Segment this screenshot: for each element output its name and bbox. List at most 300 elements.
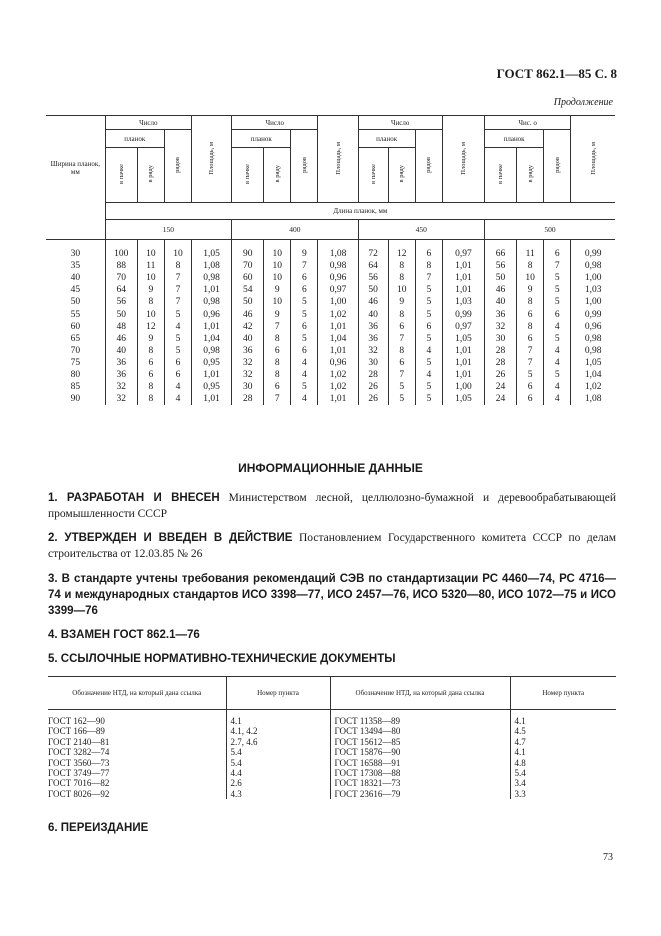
continuation-label: Продолжение	[553, 97, 613, 108]
value-cell: 56	[485, 260, 517, 272]
value-cell: 56	[358, 272, 388, 284]
value-cell: 4	[291, 357, 318, 369]
value-cell: 5	[291, 308, 318, 320]
value-cell: 50	[105, 308, 137, 320]
value-cell: 50	[358, 284, 388, 296]
ref-item-cell: 4.3	[226, 789, 330, 799]
value-cell: 46	[105, 333, 137, 345]
info-item-1: 1. РАЗРАБОТАН И ВНЕСЕН Министерством лесной, целлюлозно-бумажной и деревообрабатывающей промышленности СССР	[48, 492, 616, 520]
row-subheader: в ряду	[264, 148, 291, 203]
value-cell: 5	[415, 333, 442, 345]
pack-subheader: в пачке	[358, 148, 388, 203]
value-cell: 36	[485, 308, 517, 320]
table-row	[46, 260, 615, 272]
value-cell: 1,03	[571, 284, 615, 296]
value-cell: 4	[415, 369, 442, 381]
ref-doc-cell: ГОСТ 8026—92	[48, 788, 110, 799]
row-subheader: в ряду	[388, 148, 415, 203]
value-cell: 1,04	[192, 333, 232, 345]
value-cell: 6	[291, 345, 318, 357]
ref-item-header: Номер пункта	[226, 677, 330, 710]
value-cell: 1,01	[192, 369, 232, 381]
value-cell: 7	[415, 272, 442, 284]
value-cell: 6	[388, 321, 415, 333]
value-cell: 36	[358, 321, 388, 333]
value-cell: 1,08	[318, 240, 358, 261]
value-cell: 1,01	[442, 357, 484, 369]
table-row	[48, 726, 616, 736]
value-cell: 6	[415, 321, 442, 333]
value-cell: 6	[291, 272, 318, 284]
area-header-150: Площадь, м	[192, 116, 232, 203]
value-cell: 8	[388, 308, 415, 320]
value-cell: 7	[517, 357, 544, 369]
value-cell: 0,98	[192, 296, 232, 308]
value-cell: 1,00	[318, 296, 358, 308]
value-cell: 7	[544, 260, 571, 272]
value-cell: 54	[232, 284, 264, 296]
ref-item-cell: 3.3	[510, 789, 616, 799]
table-row	[46, 240, 615, 261]
value-cell: 1,05	[192, 240, 232, 261]
value-cell: 5	[544, 272, 571, 284]
ref-doc-cell: ГОСТ 18321—73	[330, 778, 510, 788]
value-cell: 5	[291, 381, 318, 393]
value-cell: 6	[517, 333, 544, 345]
value-cell: 1,01	[442, 284, 484, 296]
value-cell: 1,01	[442, 345, 484, 357]
value-cell: 8	[388, 272, 415, 284]
area-header-500: Площадь, м	[571, 116, 615, 203]
value-cell: 5	[388, 393, 415, 405]
value-cell: 1,08	[571, 393, 615, 405]
value-cell: 7	[164, 272, 191, 284]
value-cell: 28	[358, 369, 388, 381]
ref-item-cell: 5.4	[226, 758, 330, 768]
value-cell: 0,96	[192, 308, 232, 320]
width-cell: 90	[70, 394, 81, 405]
value-cell: 7	[264, 393, 291, 405]
value-cell: 6	[388, 357, 415, 369]
references-table	[48, 676, 616, 799]
table-row	[46, 284, 615, 296]
table-row	[48, 737, 616, 747]
ref-doc-header: Обозначение НТД, на который дана ссылка	[330, 677, 510, 710]
width-cell: 45	[70, 285, 81, 296]
rows-subheader: рядов	[415, 130, 442, 203]
value-cell: 4	[164, 381, 191, 393]
table-row	[46, 345, 615, 357]
value-cell: 42	[232, 321, 264, 333]
value-cell: 9	[291, 240, 318, 261]
value-cell: 4	[544, 357, 571, 369]
value-cell: 5	[415, 296, 442, 308]
value-cell: 7	[291, 260, 318, 272]
value-cell: 9	[388, 296, 415, 308]
value-cell: 5	[388, 381, 415, 393]
ref-doc-cell: ГОСТ 166—89	[48, 726, 105, 737]
value-cell: 0,96	[571, 321, 615, 333]
value-cell: 8	[137, 381, 164, 393]
value-cell: 1,03	[442, 296, 484, 308]
value-cell: 32	[232, 369, 264, 381]
value-cell: 1,01	[192, 284, 232, 296]
info-item-4: 4. ВЗАМЕН ГОСТ 862.1—76	[48, 629, 200, 641]
table-row	[48, 758, 616, 768]
value-cell: 0,97	[442, 321, 484, 333]
value-cell: 9	[137, 284, 164, 296]
value-cell: 40	[105, 345, 137, 357]
value-cell: 10	[264, 296, 291, 308]
area-header-450: Площадь, м	[442, 116, 484, 203]
value-cell: 10	[388, 284, 415, 296]
value-cell: 1,01	[318, 321, 358, 333]
value-cell: 46	[232, 308, 264, 320]
page-number: 73	[603, 852, 613, 863]
value-cell: 9	[264, 308, 291, 320]
value-cell: 6	[544, 240, 571, 261]
value-cell: 10	[264, 260, 291, 272]
value-cell: 5	[517, 369, 544, 381]
value-cell: 64	[358, 260, 388, 272]
value-cell: 36	[358, 333, 388, 345]
value-cell: 1,00	[571, 296, 615, 308]
value-cell: 6	[164, 357, 191, 369]
value-cell: 1,04	[318, 333, 358, 345]
value-cell: 8	[517, 296, 544, 308]
ref-item-cell: 4.1, 4.2	[226, 726, 330, 736]
value-cell: 5	[415, 393, 442, 405]
info-item-5: 5. ССЫЛОЧНЫЕ НОРМАТИВНО-ТЕХНИЧЕСКИЕ ДОКУМЕНТЫ	[48, 653, 396, 665]
table-row	[48, 789, 616, 799]
value-cell: 5	[544, 333, 571, 345]
value-cell: 36	[105, 357, 137, 369]
count-header-500: Чис. о	[485, 116, 571, 130]
ref-item-cell: 2.6	[226, 778, 330, 788]
ref-doc-cell: ГОСТ 13494—80	[330, 726, 510, 736]
rows-subheader: рядов	[164, 130, 191, 203]
value-cell: 24	[485, 381, 517, 393]
value-cell: 7	[517, 345, 544, 357]
table-row	[46, 321, 615, 333]
planks-subheader: планок	[105, 130, 164, 148]
info-item-3: 3. В стандарте учтены требования рекомендаций СЭВ по стандартизации РС 4460—74, РС 4716—74 и международных стандартов ИСО 3398—77, ИСО 2457—76, ИСО 5320—80, ИСО 1072—75 и ИСО 3399—76	[48, 573, 616, 617]
value-cell: 48	[105, 321, 137, 333]
value-cell: 4	[544, 345, 571, 357]
planks-subheader: планок	[358, 130, 415, 148]
value-cell: 11	[517, 240, 544, 261]
row-subheader: в ряду	[517, 148, 544, 203]
pack-subheader: в пачке	[232, 148, 264, 203]
count-header-150: Число	[105, 116, 191, 130]
value-cell: 8	[517, 321, 544, 333]
value-cell: 12	[137, 321, 164, 333]
value-cell: 30	[358, 357, 388, 369]
value-cell: 1,01	[318, 393, 358, 405]
ref-doc-cell: ГОСТ 7016—82	[48, 778, 110, 789]
value-cell: 26	[358, 393, 388, 405]
value-cell: 6	[137, 369, 164, 381]
value-cell: 10	[517, 272, 544, 284]
value-cell: 50	[485, 272, 517, 284]
value-cell: 10	[264, 272, 291, 284]
ref-item-cell: 2.7, 4.6	[226, 737, 330, 747]
value-cell: 5	[544, 296, 571, 308]
value-cell: 4	[415, 345, 442, 357]
value-cell: 1,01	[318, 345, 358, 357]
value-cell: 6	[264, 381, 291, 393]
ref-doc-cell: ГОСТ 3282—74	[48, 747, 110, 758]
width-cell: 40	[70, 273, 81, 284]
value-cell: 24	[485, 393, 517, 405]
value-cell: 88	[105, 260, 137, 272]
value-cell: 0,98	[192, 272, 232, 284]
value-cell: 0,98	[571, 260, 615, 272]
ref-item-cell: 5.4	[510, 768, 616, 778]
info-item-2: 2. УТВЕРЖДЕН И ВВЕДЕН В ДЕЙСТВИЕ Постановлением Государственного комитета СССР по делам строительства от 12.03.85 № 26	[48, 532, 616, 560]
ref-doc-cell: ГОСТ 162—90	[48, 716, 105, 726]
ref-doc-header: Обозначение НТД, на который дана ссылка	[48, 677, 226, 710]
value-cell: 4	[544, 393, 571, 405]
width-header: Ширина планок, мм	[50, 159, 101, 176]
value-cell: 0,95	[192, 381, 232, 393]
value-cell: 4	[291, 393, 318, 405]
value-cell: 0,98	[318, 260, 358, 272]
value-cell: 6	[164, 369, 191, 381]
value-cell: 12	[388, 240, 415, 261]
length-400: 400	[232, 220, 358, 240]
value-cell: 32	[232, 357, 264, 369]
document-header: ГОСТ 862.1—85 С. 8	[496, 66, 617, 81]
value-cell: 100	[105, 240, 137, 261]
value-cell: 40	[485, 296, 517, 308]
value-cell: 1,02	[318, 308, 358, 320]
ref-doc-cell: ГОСТ 11358—89	[330, 710, 510, 727]
value-cell: 7	[264, 321, 291, 333]
value-cell: 46	[485, 284, 517, 296]
value-cell: 0,99	[571, 308, 615, 320]
length-500: 500	[485, 220, 616, 240]
value-cell: 1,05	[442, 333, 484, 345]
value-cell: 40	[232, 333, 264, 345]
ref-item-header: Номер пункта	[510, 677, 616, 710]
ref-item-cell: 5.4	[226, 747, 330, 757]
value-cell: 10	[137, 240, 164, 261]
width-cell: 50	[70, 297, 81, 308]
value-cell: 4	[164, 321, 191, 333]
value-cell: 0,98	[571, 345, 615, 357]
area-header-400: Площадь, м	[318, 116, 358, 203]
value-cell: 4	[544, 321, 571, 333]
value-cell: 9	[517, 284, 544, 296]
value-cell: 6	[517, 308, 544, 320]
value-cell: 0,96	[318, 357, 358, 369]
ref-doc-cell: ГОСТ 15876—90	[330, 747, 510, 757]
value-cell: 9	[137, 333, 164, 345]
table-row	[48, 768, 616, 778]
value-cell: 8	[264, 357, 291, 369]
value-cell: 70	[232, 260, 264, 272]
value-cell: 30	[232, 381, 264, 393]
value-cell: 8	[164, 260, 191, 272]
value-cell: 5	[544, 369, 571, 381]
value-cell: 5	[415, 357, 442, 369]
value-cell: 0,99	[571, 240, 615, 261]
count-header-450: Число	[358, 116, 442, 130]
value-cell: 6	[137, 357, 164, 369]
planks-subheader: планок	[485, 130, 544, 148]
value-cell: 32	[485, 321, 517, 333]
table-row	[48, 778, 616, 788]
width-cell: 70	[70, 345, 81, 356]
value-cell: 5	[164, 345, 191, 357]
width-cell: 60	[70, 321, 81, 332]
rows-subheader: рядов	[291, 130, 318, 203]
table-row	[46, 381, 615, 393]
value-cell: 5	[415, 284, 442, 296]
table-row	[48, 710, 616, 727]
planks-subheader: планок	[232, 130, 291, 148]
value-cell: 7	[164, 296, 191, 308]
value-cell: 8	[137, 345, 164, 357]
value-cell: 0,98	[192, 345, 232, 357]
table-row	[46, 393, 615, 405]
value-cell: 4	[544, 381, 571, 393]
value-cell: 0,98	[571, 333, 615, 345]
value-cell: 1,01	[192, 393, 232, 405]
ref-item-cell: 4.1	[226, 710, 330, 727]
length-150: 150	[105, 220, 231, 240]
value-cell: 64	[105, 284, 137, 296]
value-cell: 10	[264, 240, 291, 261]
table-row	[46, 369, 615, 381]
value-cell: 72	[358, 240, 388, 261]
value-cell: 1,02	[318, 369, 358, 381]
width-cell: 80	[70, 369, 81, 380]
table-row	[46, 272, 615, 284]
value-cell: 0,95	[192, 357, 232, 369]
value-cell: 5	[291, 333, 318, 345]
value-cell: 10	[137, 272, 164, 284]
value-cell: 10	[137, 308, 164, 320]
reprint-note: 6. ПЕРЕИЗДАНИЕ	[48, 822, 149, 834]
value-cell: 9	[264, 284, 291, 296]
ref-doc-cell: ГОСТ 3560—73	[48, 757, 110, 768]
value-cell: 0,99	[442, 308, 484, 320]
width-cell: 55	[70, 309, 81, 320]
value-cell: 0,97	[318, 284, 358, 296]
width-cell: 30	[70, 249, 81, 260]
ref-doc-cell: ГОСТ 2140—81	[48, 736, 110, 747]
info-title: ИНФОРМАЦИОННЫЕ ДАННЫЕ	[238, 461, 423, 475]
count-header-400: Число	[232, 116, 318, 130]
ref-doc-cell: ГОСТ 3749—77	[48, 768, 110, 779]
value-cell: 1,01	[442, 272, 484, 284]
value-cell: 1,04	[571, 369, 615, 381]
value-cell: 6	[264, 345, 291, 357]
value-cell: 5	[544, 284, 571, 296]
value-cell: 26	[358, 381, 388, 393]
value-cell: 90	[232, 240, 264, 261]
pack-subheader: в пачке	[485, 148, 517, 203]
value-cell: 0,96	[318, 272, 358, 284]
value-cell: 10	[164, 240, 191, 261]
ref-doc-cell: ГОСТ 17308—88	[330, 768, 510, 778]
value-cell: 6	[291, 284, 318, 296]
value-cell: 1,02	[318, 381, 358, 393]
value-cell: 8	[415, 260, 442, 272]
ref-doc-cell: ГОСТ 15612—85	[330, 737, 510, 747]
value-cell: 4	[291, 369, 318, 381]
value-cell: 7	[164, 284, 191, 296]
value-cell: 32	[105, 381, 137, 393]
value-cell: 6	[544, 308, 571, 320]
value-cell: 36	[105, 369, 137, 381]
value-cell: 1,00	[571, 272, 615, 284]
table-row	[48, 747, 616, 757]
value-cell: 6	[517, 393, 544, 405]
width-cell: 65	[70, 333, 81, 344]
value-cell: 8	[264, 333, 291, 345]
value-cell: 30	[485, 333, 517, 345]
value-cell: 8	[264, 369, 291, 381]
length-header: Длина планок, мм	[105, 203, 615, 220]
width-cell: 35	[70, 261, 81, 272]
planks-table	[46, 115, 615, 405]
value-cell: 66	[485, 240, 517, 261]
value-cell: 40	[358, 308, 388, 320]
ref-item-cell: 4.5	[510, 726, 616, 736]
ref-item-cell: 4.1	[510, 747, 616, 757]
value-cell: 1,02	[571, 381, 615, 393]
table-row	[46, 308, 615, 320]
ref-item-cell: 4.8	[510, 758, 616, 768]
ref-item-cell: 4.1	[510, 710, 616, 727]
value-cell: 11	[137, 260, 164, 272]
value-cell: 0,97	[442, 240, 484, 261]
value-cell: 6	[415, 240, 442, 261]
value-cell: 50	[232, 296, 264, 308]
value-cell: 8	[137, 296, 164, 308]
value-cell: 5	[415, 308, 442, 320]
value-cell: 7	[388, 333, 415, 345]
table-row	[46, 357, 615, 369]
pack-subheader: в пачке	[105, 148, 137, 203]
value-cell: 5	[164, 333, 191, 345]
value-cell: 46	[358, 296, 388, 308]
value-cell: 5	[291, 296, 318, 308]
value-cell: 4	[164, 393, 191, 405]
value-cell: 32	[105, 393, 137, 405]
ref-item-cell: 4.7	[510, 737, 616, 747]
ref-doc-cell: ГОСТ 16588—91	[330, 758, 510, 768]
value-cell: 8	[388, 345, 415, 357]
value-cell: 1,01	[442, 260, 484, 272]
value-cell: 28	[232, 393, 264, 405]
value-cell: 70	[105, 272, 137, 284]
value-cell: 26	[485, 369, 517, 381]
value-cell: 36	[232, 345, 264, 357]
value-cell: 28	[485, 357, 517, 369]
length-450: 450	[358, 220, 484, 240]
ref-item-cell: 3.4	[510, 778, 616, 788]
value-cell: 28	[485, 345, 517, 357]
value-cell: 60	[232, 272, 264, 284]
ref-item-cell: 4.4	[226, 768, 330, 778]
value-cell: 8	[137, 393, 164, 405]
value-cell: 8	[388, 260, 415, 272]
table-row	[46, 333, 615, 345]
